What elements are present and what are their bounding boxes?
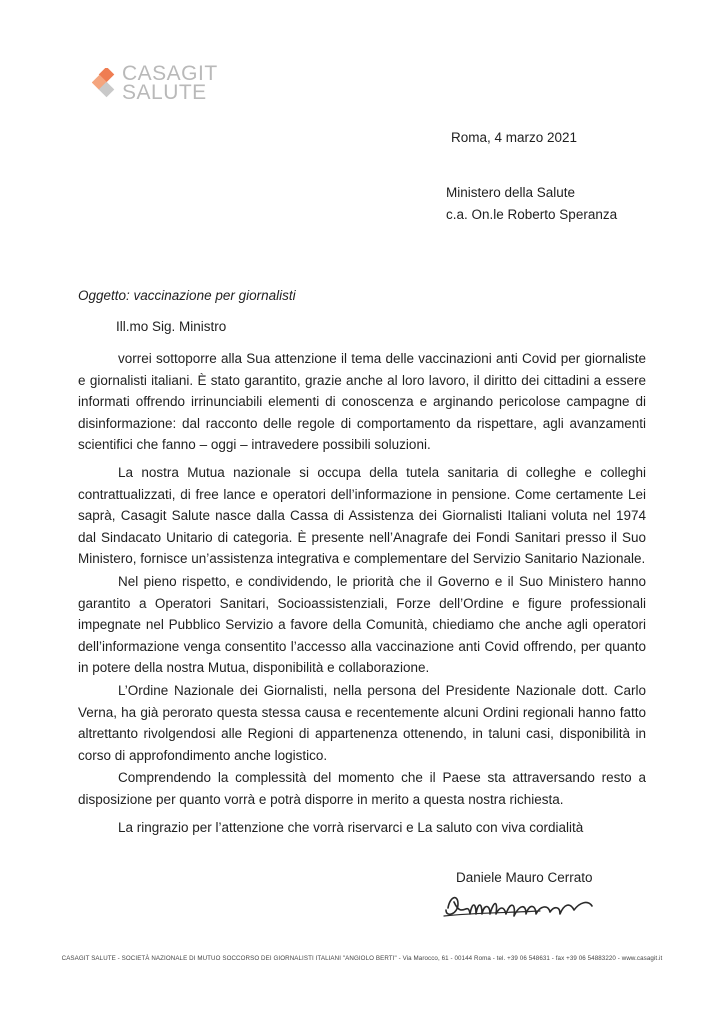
recipient-line-1: Ministero della Salute <box>446 185 576 200</box>
handwritten-signature <box>440 880 600 925</box>
body-paragraph-3: Nel pieno rispetto, e condividendo, le priorità che il Governo e il Suo Ministero hanno garantito a Operatori Sanitari, Socioassistenziali, Forze dell’Ordine e figure professionali impegnate nel Pubblico Servizio a favore della Comunità, chiediamo che anche agli operatori dell’informazione venga consentito l’accesso alla vaccinazione anti Covid offrendo, per quanto in potere della nostra Mutua, disponibilità e collaborazione. <box>78 574 646 675</box>
logo-wordmark <box>122 64 218 102</box>
logo-line-2: SALUTE <box>122 81 207 104</box>
body-paragraph-1: vorrei sottoporre alla Sua attenzione il tema delle vaccinazioni anti Covid per giornaliste e giornalisti italiani. È stato garantito, grazie anche al loro lavoro, il diritto dei cittadini a essere informati offrendo irrinunciabili elementi di conoscenza e arginando pericolose campagne di disinformazione: dal racconto delle regole di comportamento da rispettare, agli avanzamenti scientifici che fanno – oggi – intravedere possibili soluzioni. <box>78 351 646 452</box>
letter-date: Roma, 4 marzo 2021 <box>451 130 578 145</box>
signer-name: Daniele Mauro Cerrato <box>456 870 593 885</box>
body-paragraph-6: La ringrazio per l’attenzione che vorrà riservarci e La saluto con viva cordialità <box>118 820 584 835</box>
letter-subject: Oggetto: vaccinazione per giornalisti <box>78 288 296 303</box>
recipient-line-2: c.a. On.le Roberto Speranza <box>446 207 618 222</box>
body-paragraph-2: La nostra Mutua nazionale si occupa della tutela sanitaria di colleghe e colleghi contrattualizzati, di free lance e operatori dell’informazione in pensione. Come certamente Lei saprà, Casagit Salute nasce dalla Cassa di Assistenza dei Giornalisti Italiani voluta nel 1974 dal Sindacato Unitario di categoria. È presente nell’Anagrafe dei Fondi Sanitari presso il Suo Ministero, fornisce un’assistenza integrativa e complementare del Servizio Sanitario Nazionale. <box>78 465 646 566</box>
casagit-logo <box>92 64 262 108</box>
body-paragraph-4: L’Ordine Nazionale dei Giornalisti, nella persona del Presidente Nazionale dott. Carlo Verna, ha già perorato questa stessa causa e recentemente alcuni Ordini regionali hanno fatto altrettanto rivolgendosi alle Regioni di appartenenza ottenendo, in taluni casi, disponibilità in corso di approfondimento anche logistico. <box>78 683 646 763</box>
letterhead-footer: CASAGIT SALUTE - SOCIETÀ NAZIONALE DI MUTUO SOCCORSO DEI GIORNALISTI ITALIANI "ANGIOLO BERTI" - Via Marocco, 61 - 00144 Roma - tel. +39 06 548631 - fax +39 06 54883220 - www.casagit.it <box>61 955 663 962</box>
logo-line-1: CASAGIT <box>122 62 218 85</box>
body-paragraph-5: Comprendendo la complessità del momento che il Paese sta attraversando resto a disposizione per quanto vorrà e potrà disporre in merito a questa nostra richiesta. <box>78 770 646 807</box>
letter-salutation: Ill.mo Sig. Ministro <box>116 319 227 334</box>
casagit-logo-icon <box>92 68 122 98</box>
